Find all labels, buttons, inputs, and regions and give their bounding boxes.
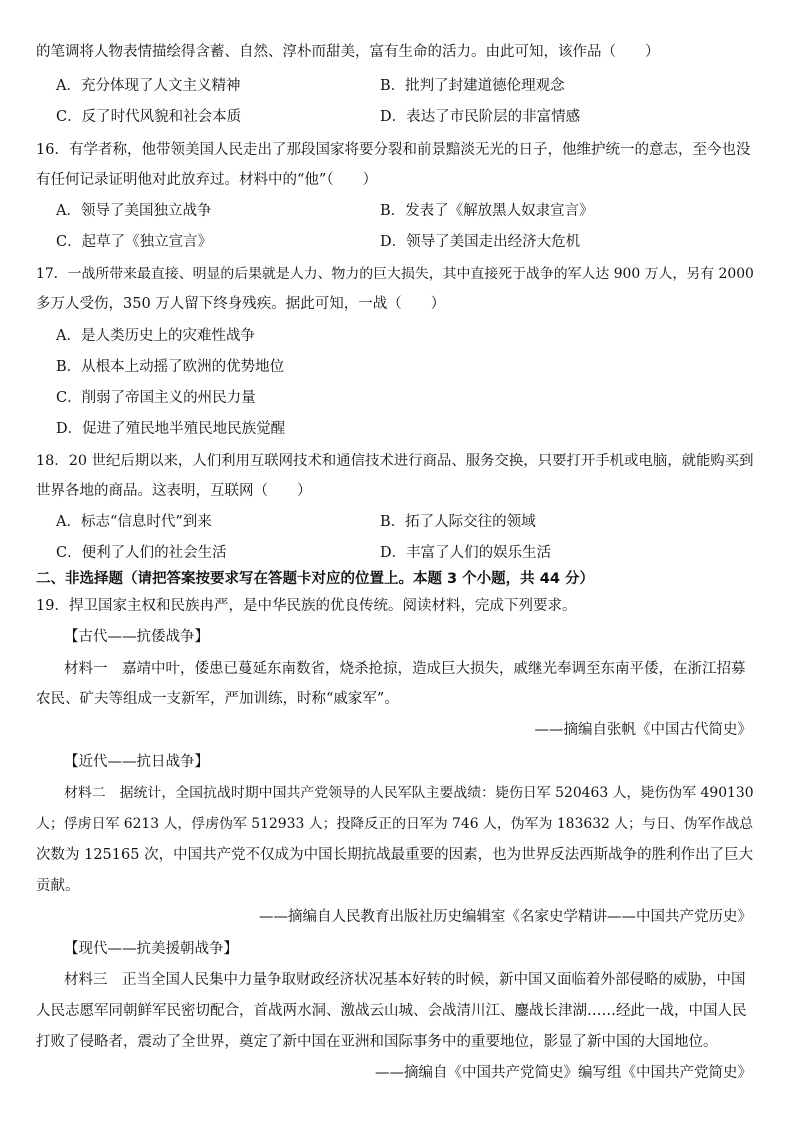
q17-stem-line1: 17．一战所带来最直接、明显的后果就是人力、物力的巨大损失，其中直接死于战争的军人达 900 万人，另有 2000: [36, 266, 754, 282]
q16-option-c: C．起草了《独立宣言》: [56, 234, 213, 250]
q18-option-c: C．便利了人们的社会生活: [56, 545, 227, 561]
q18-option-a: A．标志“信息时代”到来: [56, 514, 212, 530]
q17-option-b: B．从根本上动摇了欧洲的优势地位: [56, 359, 285, 375]
q18-option-b: B．拓了人际交往的领域: [380, 514, 536, 530]
q19-material3-line3: 打败了侵略者，震动了全世界，奠定了新中国在亚洲和国际事务中的重要地位，影显了新中国的大国地位。: [36, 1034, 718, 1050]
q17-stem-line2: 多万人受伤，350 万人留下终身残疾。据此可知，一战（ ）: [36, 296, 446, 312]
q15-option-d: D．表达了市民阶层的非富情感: [380, 109, 581, 125]
q17-option-a: A．是人类历史上的灾难性战争: [56, 328, 255, 344]
q19-material2-line4: 贡献。: [36, 878, 80, 894]
section-heading: 二、非选择题（请把答案按要求写在答题卡对应的位置上。本题 3 个小题，共 44 分）: [36, 571, 594, 587]
q16-option-d: D．领导了美国走出经济大危机: [380, 234, 581, 250]
q15-option-a: A．充分体现了人文主义精神: [56, 78, 241, 94]
q18-stem-line1: 18．20 世纪后期以来，人们利用互联网技术和通信技术进行商品、服务交换，只要打开手机或电脑，就能购买到: [36, 453, 754, 469]
q19-material2-line1: 材料二 据统计，全国抗战时期中国共产党领导的人民军队主要战绩：毙伤日军 520463 人，毙伤伪军 490130: [64, 785, 754, 801]
q19-material1-line1: 材料一 嘉靖中叶，倭患已蔓延东南数省，烧杀抢掠，造成巨大损失，戚继光奉调至东南平倭，在浙江招募: [64, 661, 746, 677]
q16-stem-line2: 有任何记录证明他对此放弃过。材料中的“他”（ ）: [36, 172, 378, 188]
q19-material3-line2: 人民志愿军同朝鲜军民密切配合，首战两水洞、激战云山城、会战清川江、鏖战长津湖……经此一战，中国人民: [36, 1003, 747, 1019]
q19-material2-line3: 次数为 125165 次，中国共产党不仅成为中国长期抗战最重要的因素，也为世界反法西斯战争的胜利作出了巨大: [36, 847, 754, 863]
q19-material3-source: ——摘编自《中国共产党简史》编写组《中国共产党简史》: [375, 1065, 752, 1081]
q19-material3-line1: 材料三 正当全国人民集中力量争取财政经济状况基本好转的时候，新中国又面临着外部侵略的威胁，中国: [64, 972, 746, 988]
q18-option-d: D．丰富了人们的娱乐生活: [380, 545, 552, 561]
q17-option-d: D．促进了殖民地半殖民地民族觉醒: [56, 421, 286, 437]
q15-option-c: C．反了时代风貌和社会本质: [56, 109, 242, 125]
q19-heading-modern-era: 【近代——抗日战争】: [64, 754, 209, 770]
q19-material1-source: ——摘编自张帆《中国古代简史》: [534, 722, 752, 738]
q16-option-a: A．领导了美国独立战争: [56, 203, 212, 219]
q16-stem-line1: 16．有学者称，他带领美国人民走出了那段国家将要分裂和前景黯淡无光的日子，他维护统一的意志，至今也没: [36, 142, 751, 158]
q17-option-c: C．削弱了帝国主义的州民力量: [56, 390, 256, 406]
q19-material2-line2: 人；俘虏日军 6213 人，俘虏伪军 512933 人；投降反正的日军为 746 人，伪军为 183632 人；与日、伪军作战总: [36, 816, 754, 832]
q19-intro: 19．捍卫国家主权和民族冉严，是中华民族的优良传统。阅读材料，完成下列要求。: [36, 598, 577, 614]
q15-stem-continued: 的笔调将人物表情描绘得含蓄、自然、淳朴而甜美，富有生命的活力。由此可知，该作品（ ）: [36, 44, 660, 60]
q19-material1-line2: 农民、矿夫等组成一支新军，严加训练，时称“戚家军”。: [36, 691, 399, 707]
q19-heading-contemporary: 【现代——抗美援朝战争】: [64, 941, 238, 957]
q19-material2-source: ——摘编自人民教育出版社历史编辑室《名家史学精讲——中国共产党历史》: [259, 909, 752, 925]
q18-stem-line2: 世界各地的商品。这表明，互联网（ ）: [36, 483, 312, 499]
q15-option-b: B．批判了封建道德伦理观念: [380, 78, 565, 94]
q19-heading-ancient: 【古代——抗倭战争】: [64, 629, 209, 645]
q16-option-b: B．发表了《解放黑人奴隶宣言》: [380, 203, 594, 219]
